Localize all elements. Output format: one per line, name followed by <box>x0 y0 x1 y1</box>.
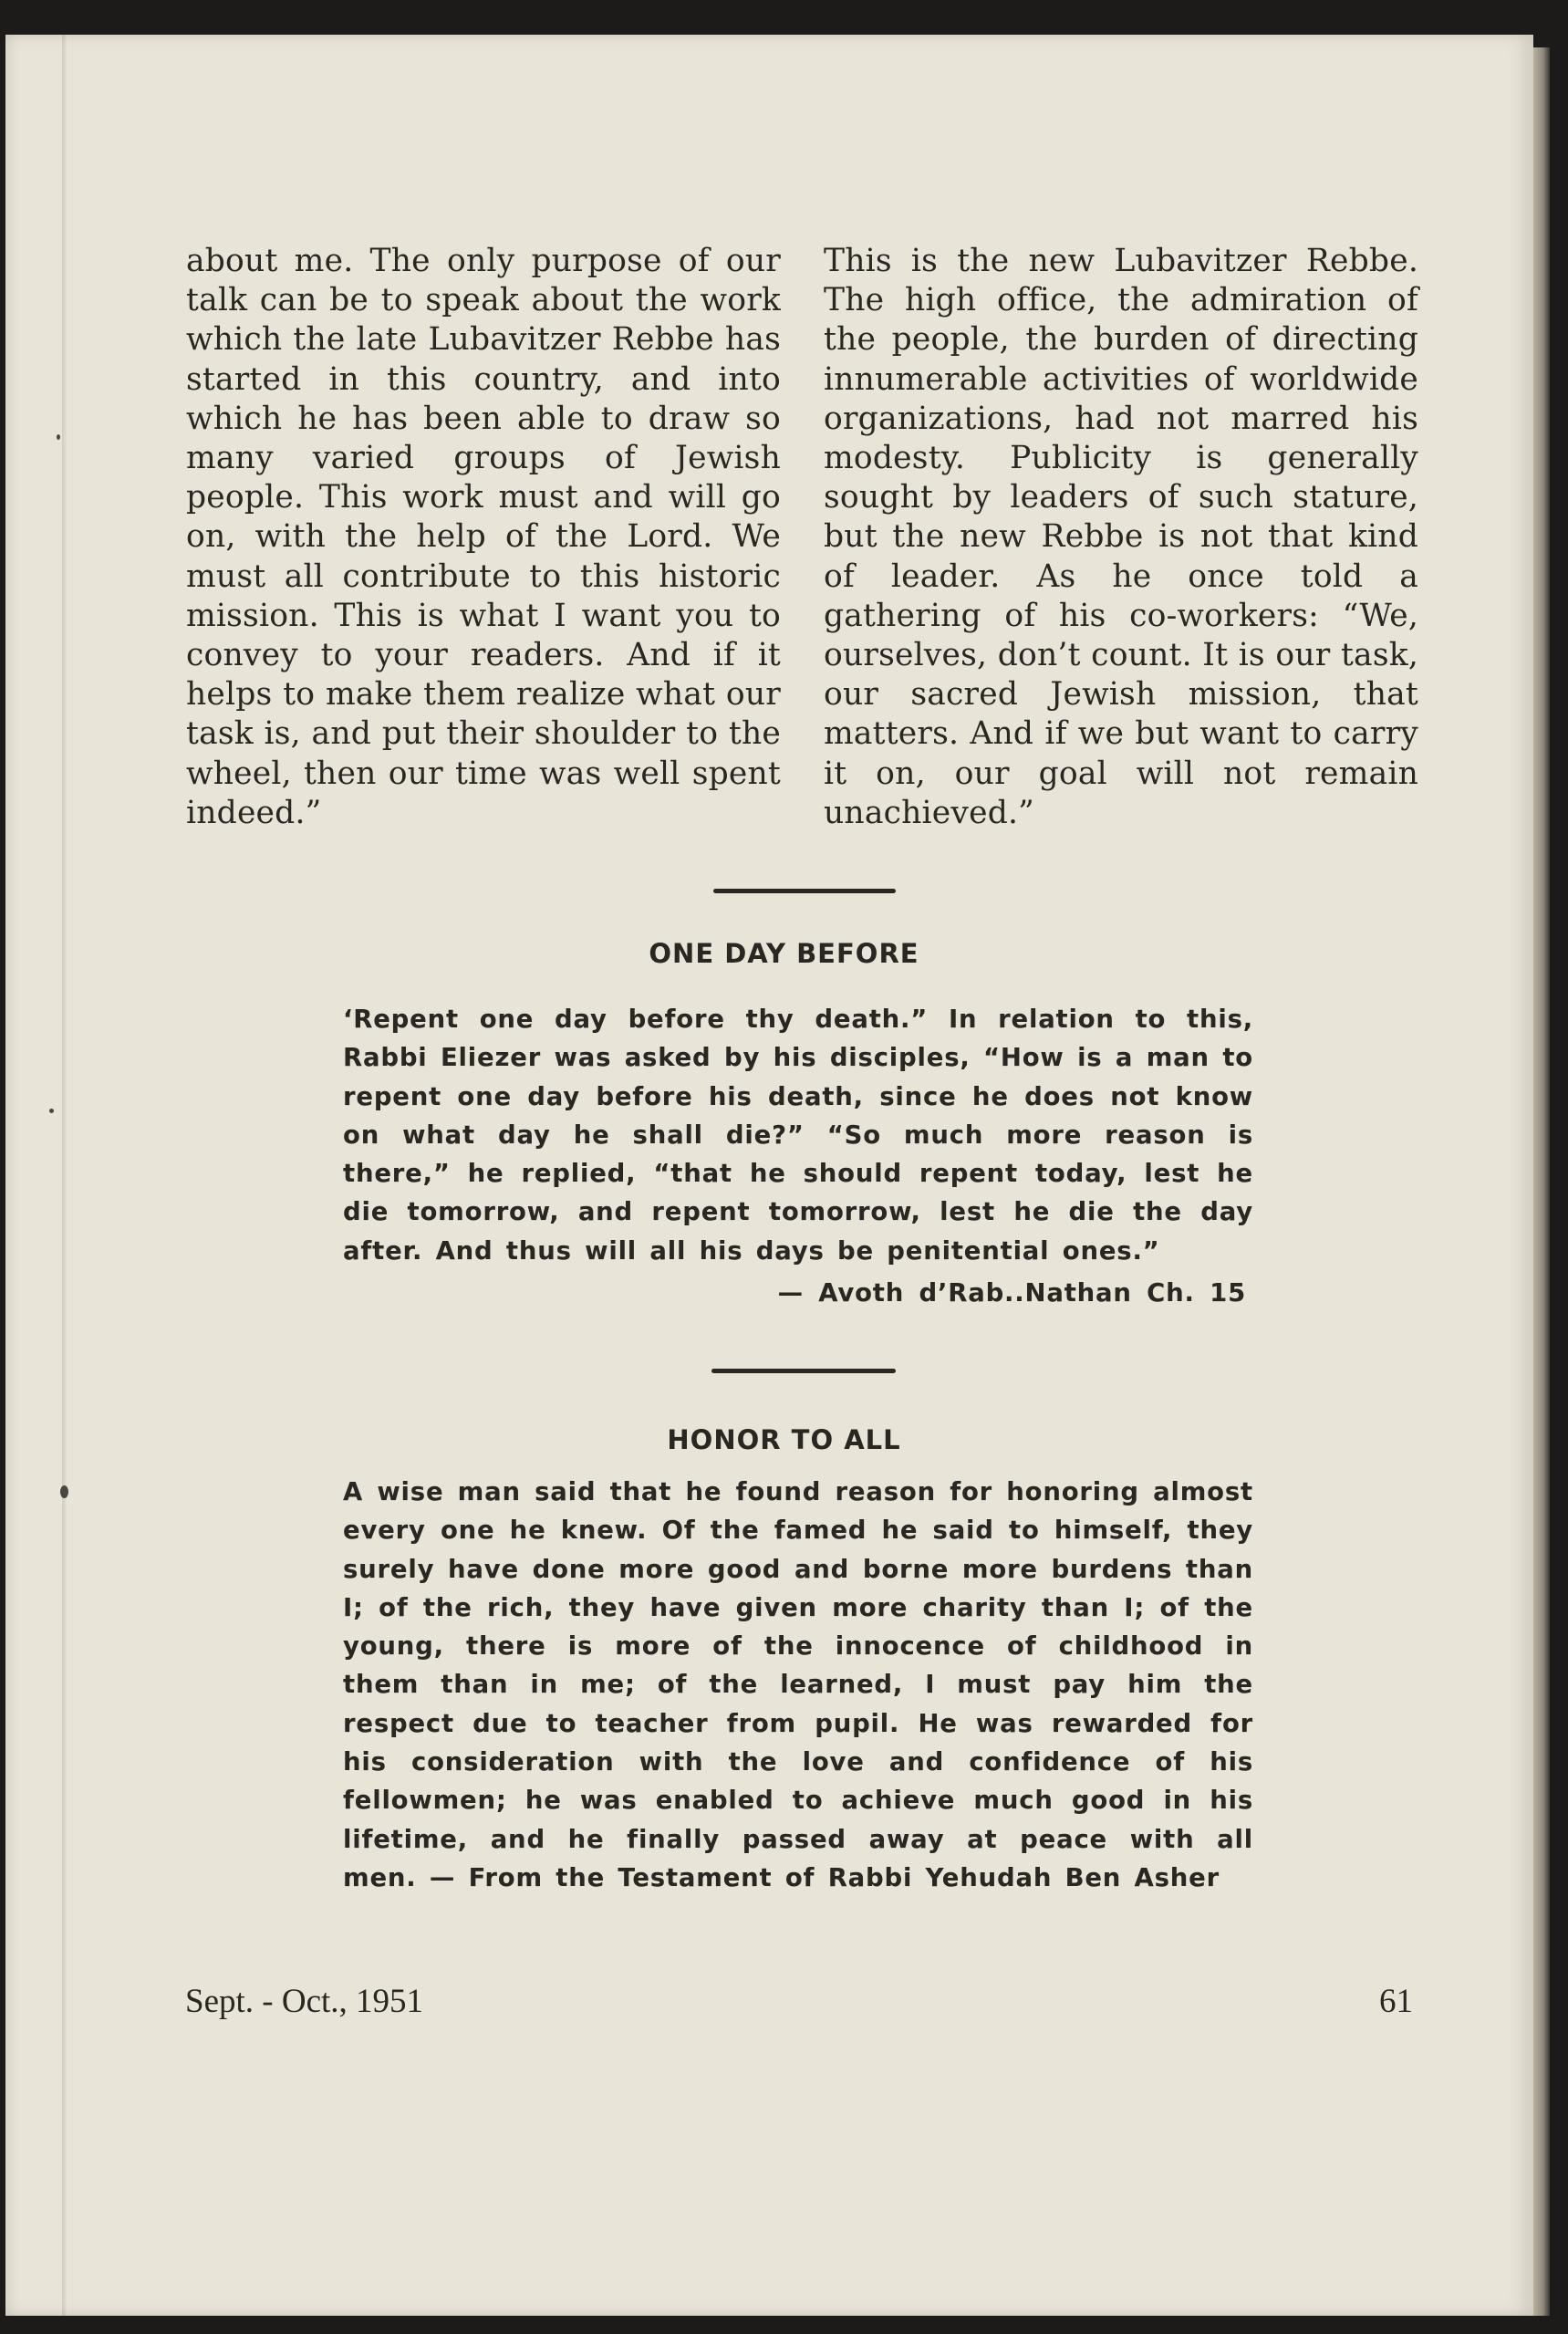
attribution: — Avoth d’Rab..Nathan Ch. 15 <box>777 1278 1246 1308</box>
section-divider-1 <box>713 889 896 893</box>
right-column-text: This is the new Lubavitzer Rebbe. The high office, the admiration of the people, the burden of directing innumerable activities of worldwide organizations, had not marred his modesty. Publicity is generally sought by leaders of such stature, but the new Rebbe is not that kind of leader. As he once told a gathering of his co-workers: “We, ourselves, don’t count. It is our task, our sacred Jewish mission, that matters. And if we but want to carry it on, our goal will not remain unachieved.” <box>824 243 1418 831</box>
section-body-one-day-before <box>343 1000 1253 1270</box>
page-edge <box>1533 47 1550 2316</box>
right-column <box>824 242 1418 833</box>
section-title-one-day-before: ONE DAY BEFORE <box>649 938 919 969</box>
speck <box>57 434 60 440</box>
speck <box>60 1485 68 1498</box>
section-body-text: ‘Repent one day before thy death.” In relation to this, Rabbi Eliezer was asked by his disciples, “How is a man to repent one day before his death, since he does not know on what day he shall die?” “So much more reason is there,” he replied, “that he should repent today, lest he die tomorrow, and repent tomorrow, lest he die the day after. And thus will all his days be penitential ones.” <box>343 1005 1253 1266</box>
section-body-honor-to-all <box>343 1473 1253 1897</box>
left-column <box>186 242 781 833</box>
speck <box>49 1109 54 1113</box>
footer-date: Sept. - Oct., 1951 <box>185 1983 424 2020</box>
section-body-text: A wise man said that he found reason for honoring almost every one he knew. Of the famed he said to himself, they surely have done more good and borne more burdens than I; of the rich, they have given more charity than I; of the young, there is more of the innocence of childhood in them than in me; of the learned, I must pay him the respect due to teacher from pupil. He was rewarded for his consideration with the love and confidence of his fellowmen; he was enabled to achieve much good in his lifetime, and he finally passed away at peace with all men. — From the Testament of Rabbi Yehudah Ben Asher <box>343 1477 1253 1892</box>
section-divider-2 <box>711 1369 896 1373</box>
section-title-honor-to-all: HONOR TO ALL <box>667 1424 901 1455</box>
left-column-text: about me. The only purpose of our talk can be to speak about the work which the late Lubavitzer Rebbe has started in this country, and into which he has been able to draw so many varied groups of Jewish people. This work must and will go on, with the help of the Lord. We must all contribute to this historic mission. This is what I want you to convey to your readers. And if it helps to make them realize what our task is, and put their shoulder to the wheel, then our time was well spent indeed.” <box>186 243 781 831</box>
page-number: 61 <box>1379 1983 1413 2020</box>
binding-shadow <box>62 35 67 2316</box>
